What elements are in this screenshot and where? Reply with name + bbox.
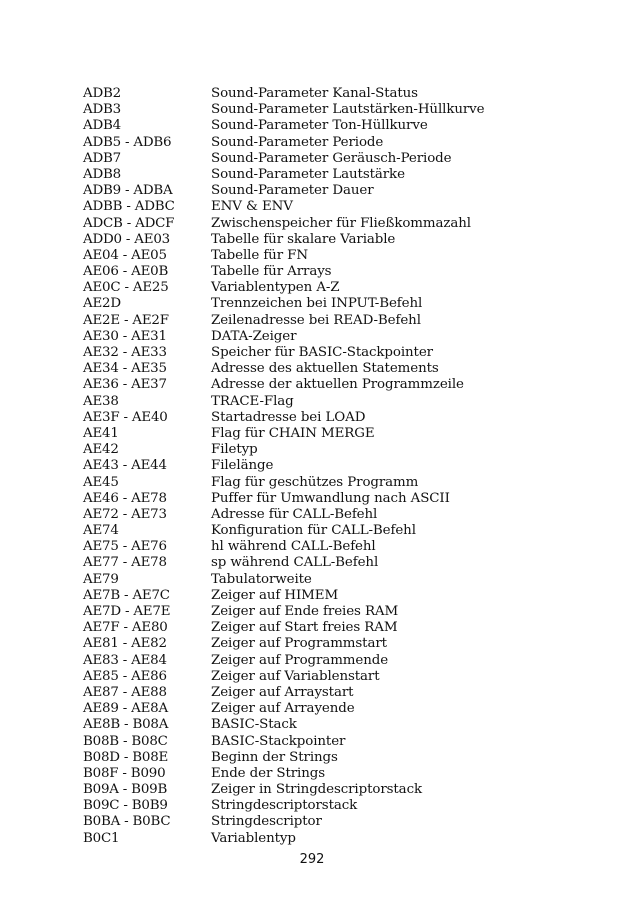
table-row bbox=[83, 377, 553, 393]
address-cell: B09C - B0B9 bbox=[83, 798, 168, 814]
description-cell: Sound-Parameter Lautstärke bbox=[211, 166, 405, 182]
address-cell: AE85 - AE86 bbox=[83, 668, 167, 684]
table-row bbox=[83, 394, 553, 410]
address-cell: AE83 - AE84 bbox=[83, 652, 167, 668]
description-cell: Ende der Strings bbox=[211, 765, 326, 781]
address-cell: B08D - B08E bbox=[83, 749, 169, 765]
address-cell: AE0C - AE25 bbox=[83, 280, 169, 296]
table-row bbox=[83, 264, 553, 280]
description-cell: Sound-Parameter Geräusch-Periode bbox=[211, 150, 452, 166]
description-cell: sp während CALL-Befehl bbox=[211, 555, 379, 571]
table-row bbox=[83, 669, 553, 685]
table-row bbox=[83, 280, 553, 296]
address-cell: AE87 - AE88 bbox=[83, 684, 167, 700]
address-cell: AE89 - AE8A bbox=[83, 701, 168, 717]
description-cell: Zeiger auf Programmstart bbox=[211, 636, 387, 652]
address-cell: AE32 - AE33 bbox=[83, 345, 167, 360]
description-cell: DATA-Zeiger bbox=[211, 328, 297, 344]
table-row bbox=[83, 216, 553, 232]
description-cell: Zeiger in Stringdescriptorstack bbox=[211, 782, 422, 798]
address-cell: B0BA - B0BC bbox=[83, 814, 171, 830]
table-row bbox=[83, 296, 553, 312]
address-cell: AE46 - AE78 bbox=[83, 490, 167, 506]
table-row bbox=[83, 555, 553, 571]
description-cell: ENV & ENV bbox=[211, 199, 293, 215]
address-cell: AE7F - AE80 bbox=[83, 620, 168, 636]
description-cell: Filetyp bbox=[211, 442, 258, 458]
description-cell: Zeiger auf Start freies RAM bbox=[211, 620, 398, 636]
address-cell: B08F - B090 bbox=[83, 765, 166, 781]
address-cell: ADBB - ADBC bbox=[83, 199, 175, 215]
description-cell: Adresse des aktuellen Statements bbox=[211, 361, 439, 377]
table-row bbox=[83, 442, 553, 458]
address-cell: AE81 - AE82 bbox=[83, 636, 167, 652]
table-row bbox=[83, 426, 553, 442]
table-row bbox=[83, 458, 553, 474]
description-cell: TRACE-Flag bbox=[211, 393, 294, 409]
table-row bbox=[83, 135, 553, 151]
description-cell: Zeiger auf Arrayende bbox=[211, 701, 355, 717]
description-cell: Sound-Parameter Periode bbox=[211, 134, 384, 150]
address-cell: ADB7 bbox=[83, 150, 121, 166]
description-cell: Startadresse bei LOAD bbox=[211, 409, 366, 425]
address-cell: ADD0 - AE03 bbox=[83, 231, 170, 247]
table-row bbox=[83, 766, 553, 782]
table-row bbox=[83, 604, 553, 620]
address-cell: ADB3 bbox=[83, 102, 121, 118]
address-cell: AE06 - AE0B bbox=[83, 264, 169, 280]
table-row bbox=[83, 831, 553, 847]
address-cell: ADB9 - ADBA bbox=[83, 183, 173, 199]
description-cell: Adresse für CALL-Befehl bbox=[211, 506, 378, 522]
address-cell: AE2E - AE2F bbox=[83, 312, 169, 328]
description-cell: Trennzeichen bei INPUT-Befehl bbox=[211, 296, 423, 312]
address-cell: AE77 - AE78 bbox=[83, 555, 167, 571]
description-cell: Tabelle für FN bbox=[211, 247, 308, 263]
table-row bbox=[83, 118, 553, 134]
table-row bbox=[83, 361, 553, 377]
address-cell: AE3F - AE40 bbox=[83, 409, 168, 425]
table-row bbox=[83, 248, 553, 264]
table-row bbox=[83, 539, 553, 555]
address-cell: ADCB - ADCF bbox=[83, 215, 175, 231]
description-cell: Adresse der aktuellen Programmzeile bbox=[211, 377, 464, 393]
description-cell: Zeiger auf Variablenstart bbox=[211, 668, 380, 684]
description-cell: Flag für CHAIN MERGE bbox=[211, 425, 375, 441]
description-cell: Zwischenspeicher für Fließkommazahl bbox=[211, 215, 471, 231]
address-cell: AE04 - AE05 bbox=[83, 247, 167, 263]
table-row bbox=[83, 475, 553, 491]
description-cell: Variablentypen A-Z bbox=[211, 280, 340, 296]
description-cell: BASIC-Stackpointer bbox=[211, 733, 346, 749]
table-row bbox=[83, 345, 553, 361]
address-cell: AE34 - AE35 bbox=[83, 361, 167, 377]
address-cell: AE75 - AE76 bbox=[83, 539, 167, 555]
description-cell: Speicher für BASIC-Stackpointer bbox=[211, 345, 433, 360]
address-cell: AE7D - AE7E bbox=[83, 604, 171, 619]
table-row bbox=[83, 151, 553, 167]
table-row bbox=[83, 102, 553, 118]
table-row bbox=[83, 313, 553, 329]
table-row bbox=[83, 232, 553, 248]
table-row bbox=[83, 685, 553, 701]
table-row bbox=[83, 329, 553, 345]
address-cell: AE38 bbox=[83, 393, 119, 409]
address-cell: AE36 - AE37 bbox=[83, 377, 167, 393]
description-cell: Stringdescriptorstack bbox=[211, 798, 358, 814]
table-row bbox=[83, 717, 553, 733]
address-cell: AE30 - AE31 bbox=[83, 328, 167, 344]
table-row bbox=[83, 491, 553, 507]
table-row bbox=[83, 572, 553, 588]
description-cell: Tabelle für Arrays bbox=[211, 264, 332, 280]
table-row bbox=[83, 734, 553, 750]
table-row bbox=[83, 199, 553, 215]
address-cell: AE2D bbox=[83, 296, 121, 312]
address-cell: AE45 bbox=[83, 474, 119, 490]
table-row bbox=[83, 701, 553, 717]
description-cell: hl während CALL-Befehl bbox=[211, 539, 376, 555]
description-cell: Tabelle für skalare Variable bbox=[211, 231, 396, 247]
table-row bbox=[83, 636, 553, 652]
description-cell: BASIC-Stack bbox=[211, 717, 297, 733]
description-cell: Zeilenadresse bei READ-Befehl bbox=[211, 312, 421, 328]
table-row bbox=[83, 653, 553, 669]
description-cell: Zeiger auf Ende freies RAM bbox=[211, 604, 399, 619]
address-cell: AE41 bbox=[83, 425, 119, 441]
table-row bbox=[83, 750, 553, 766]
address-cell: AE72 - AE73 bbox=[83, 506, 167, 522]
description-cell: Filelänge bbox=[211, 458, 274, 474]
address-cell: B09A - B09B bbox=[83, 782, 168, 798]
address-cell: ADB2 bbox=[83, 86, 121, 101]
address-cell: AE42 bbox=[83, 442, 119, 458]
description-cell: Sound-Parameter Ton-Hüllkurve bbox=[211, 118, 428, 134]
page-number: 292 bbox=[299, 852, 325, 867]
address-cell: B0C1 bbox=[83, 830, 120, 846]
table-row bbox=[83, 507, 553, 523]
table-row bbox=[83, 523, 553, 539]
table-row bbox=[83, 167, 553, 183]
table-row bbox=[83, 782, 553, 798]
description-cell: Variablentyp bbox=[211, 830, 296, 846]
address-cell: AE7B - AE7C bbox=[83, 587, 170, 603]
description-cell: Sound-Parameter Dauer bbox=[211, 183, 374, 199]
description-cell: Sound-Parameter Kanal-Status bbox=[211, 86, 418, 101]
table-row bbox=[83, 86, 553, 102]
description-cell: Zeiger auf Programmende bbox=[211, 652, 389, 668]
table-row bbox=[83, 410, 553, 426]
table-row bbox=[83, 620, 553, 636]
description-cell: Flag für geschützes Programm bbox=[211, 474, 419, 490]
table-row bbox=[83, 588, 553, 604]
table-row bbox=[83, 814, 553, 830]
description-cell: Stringdescriptor bbox=[211, 814, 322, 830]
description-cell: Sound-Parameter Lautstärken-Hüllkurve bbox=[211, 102, 485, 118]
address-cell: B08B - B08C bbox=[83, 733, 168, 749]
memory-map-table bbox=[83, 86, 553, 847]
address-cell: AE74 bbox=[83, 523, 119, 539]
description-cell: Zeiger auf Arraystart bbox=[211, 684, 354, 700]
address-cell: AE43 - AE44 bbox=[83, 458, 167, 474]
description-cell: Konfiguration für CALL-Befehl bbox=[211, 523, 416, 539]
address-cell: ADB5 - ADB6 bbox=[83, 134, 172, 150]
address-cell: AE8B - B08A bbox=[83, 717, 169, 733]
table-row bbox=[83, 183, 553, 199]
description-cell: Zeiger auf HIMEM bbox=[211, 587, 339, 603]
table-row bbox=[83, 798, 553, 814]
address-cell: AE79 bbox=[83, 571, 119, 587]
address-cell: ADB8 bbox=[83, 166, 121, 182]
description-cell: Puffer für Umwandlung nach ASCII bbox=[211, 490, 450, 506]
address-cell: ADB4 bbox=[83, 118, 121, 134]
description-cell: Tabulatorweite bbox=[211, 571, 312, 587]
description-cell: Beginn der Strings bbox=[211, 749, 338, 765]
